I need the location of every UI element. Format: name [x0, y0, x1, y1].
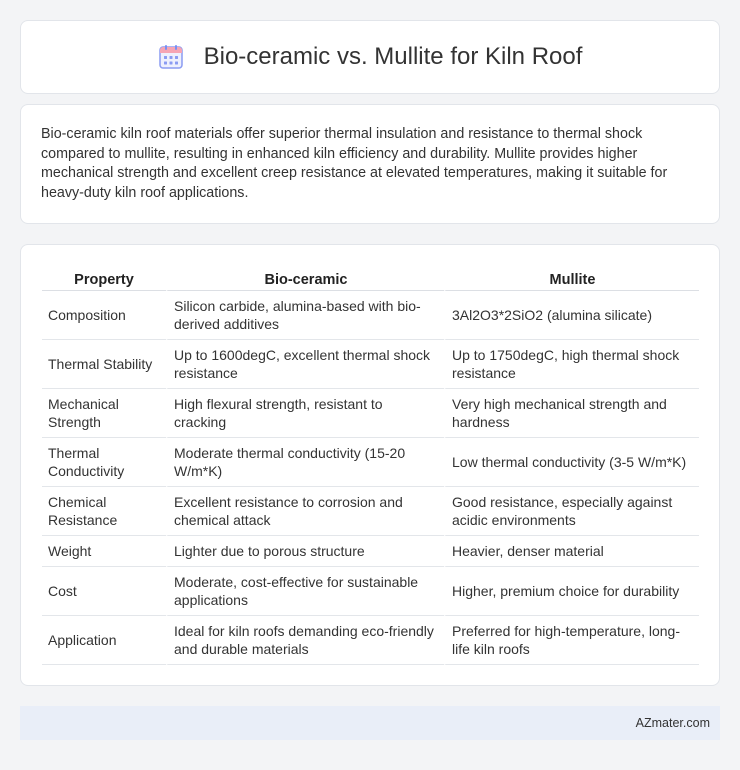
row-property: Thermal Conductivity	[42, 438, 166, 487]
table-header-row	[42, 265, 699, 291]
row-property: Mechanical Strength	[42, 389, 166, 438]
table-row	[42, 567, 699, 616]
summary-card	[20, 104, 720, 224]
row-bio-ceramic: Excellent resistance to corrosion and chemical attack	[166, 487, 444, 536]
table-row	[42, 616, 699, 665]
row-mullite: 3Al2O3*2SiO2 (alumina silicate)	[444, 291, 699, 340]
title-card	[20, 20, 720, 94]
row-bio-ceramic: Up to 1600degC, excellent thermal shock resistance	[166, 340, 444, 389]
table-row	[42, 389, 699, 438]
row-bio-ceramic: High flexural strength, resistant to cracking	[166, 389, 444, 438]
summary-text: Bio-ceramic kiln roof materials offer superior thermal insulation and resistance to thermal shock compared to mullite, resulting in enhanced kiln efficiency and durability. Mullite provides higher mechanical strength and excellent creep resistance at elevated temperatures, making it suitable for heavy-duty kiln roof applications.	[41, 126, 668, 201]
header-bio-ceramic: Bio-ceramic	[166, 265, 444, 291]
row-property: Application	[42, 616, 166, 665]
table-card	[20, 244, 720, 686]
row-mullite: Very high mechanical strength and hardness	[444, 389, 699, 438]
table-row	[42, 438, 699, 487]
row-mullite: Preferred for high-temperature, long-life kiln roofs	[444, 616, 699, 665]
row-mullite: Good resistance, especially against acidic environments	[444, 487, 699, 536]
row-mullite: Higher, premium choice for durability	[444, 567, 699, 616]
calendar-icon	[158, 44, 184, 70]
footer-brand: AZmater.com	[635, 716, 710, 730]
row-bio-ceramic: Silicon carbide, alumina-based with bio-derived additives	[166, 291, 444, 340]
row-bio-ceramic: Ideal for kiln roofs demanding eco-friendly and durable materials	[166, 616, 444, 665]
row-bio-ceramic: Moderate, cost-effective for sustainable applications	[166, 567, 444, 616]
row-property: Weight	[42, 536, 166, 567]
footer-bar	[20, 706, 720, 740]
row-mullite: Heavier, denser material	[444, 536, 699, 567]
header-mullite: Mullite	[444, 265, 699, 291]
row-property: Chemical Resistance	[42, 487, 166, 536]
row-property: Composition	[42, 291, 166, 340]
table-row	[42, 536, 699, 567]
row-property: Thermal Stability	[42, 340, 166, 389]
table-row	[42, 487, 699, 536]
page-title: Bio-ceramic vs. Mullite for Kiln Roof	[203, 43, 583, 70]
row-property: Cost	[42, 567, 166, 616]
row-mullite: Low thermal conductivity (3-5 W/m*K)	[444, 438, 699, 487]
row-bio-ceramic: Lighter due to porous structure	[166, 536, 444, 567]
row-mullite: Up to 1750degC, high thermal shock resistance	[444, 340, 699, 389]
row-bio-ceramic: Moderate thermal conductivity (15-20 W/m*K)	[166, 438, 444, 487]
comparison-table	[42, 265, 699, 665]
header-property: Property	[42, 265, 166, 291]
table-row	[42, 340, 699, 389]
table-row	[42, 291, 699, 340]
